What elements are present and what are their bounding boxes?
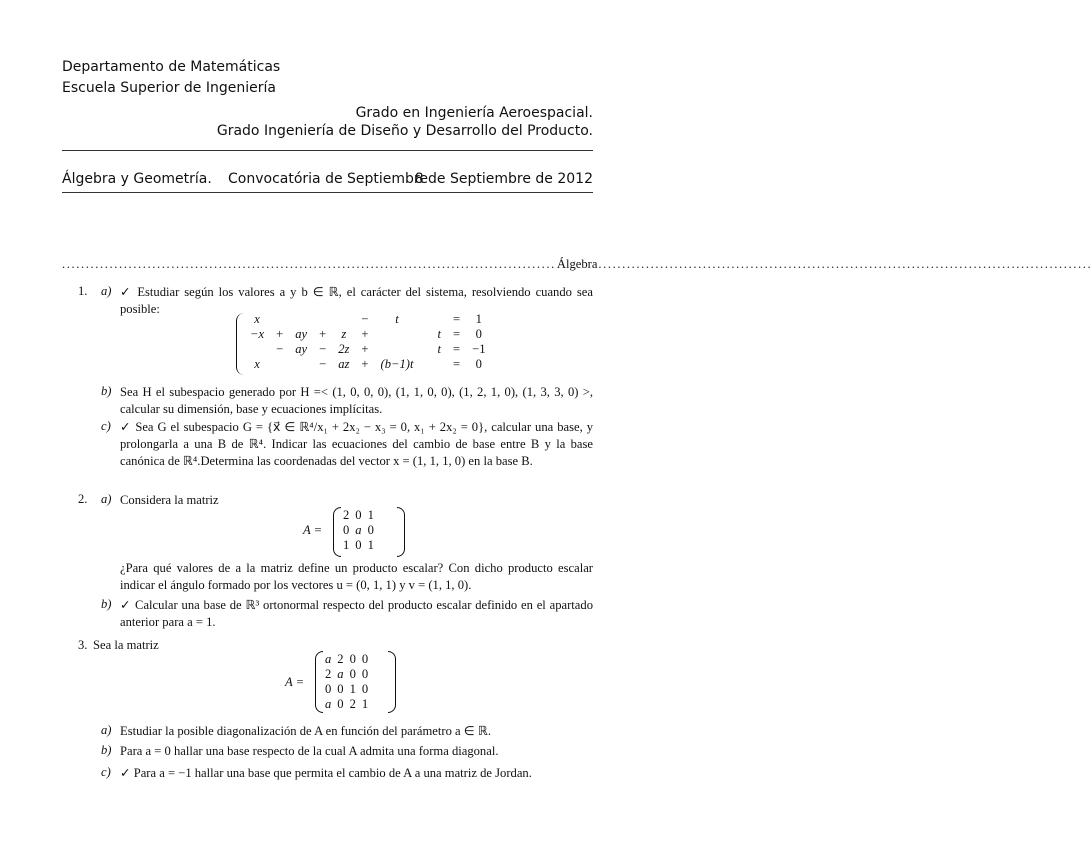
problem-text: Considera la matriz xyxy=(120,493,219,507)
right-paren xyxy=(397,507,405,557)
problem-number: 3. xyxy=(78,638,88,652)
matrix-row xyxy=(322,652,371,667)
matrix-cell: 1 xyxy=(349,682,356,696)
matrix-cell: 0 xyxy=(361,652,369,666)
matrix-row xyxy=(244,312,492,327)
matrix-cell xyxy=(432,357,448,372)
course-title: Álgebra y Geometría. xyxy=(62,171,212,187)
part-label: a) xyxy=(101,723,112,737)
matrix-cell: t xyxy=(437,342,441,356)
matrix-row xyxy=(244,342,492,357)
matrix-cell: t xyxy=(395,312,399,326)
matrix-row xyxy=(322,682,371,697)
matrix-cell xyxy=(289,357,313,372)
matrix-row xyxy=(244,327,492,342)
part-label: c) xyxy=(101,419,111,433)
matrix-cell: a xyxy=(325,697,332,711)
matrix-cell xyxy=(420,357,432,372)
equation-system xyxy=(244,312,492,372)
matrix-cell: a xyxy=(355,523,362,537)
matrix-cell xyxy=(313,312,332,327)
matrix-cell: 1 xyxy=(361,697,369,711)
problem-intro: Sea la matriz xyxy=(93,638,159,652)
department-name: Departamento de Matemáticas xyxy=(62,59,281,75)
matrix-cell: 2 xyxy=(343,508,350,522)
matrix-cell: 1 xyxy=(475,312,482,326)
matrix-cell: 2 xyxy=(325,667,332,681)
matrix-cell: + xyxy=(361,342,369,356)
section-divider: ........................................................................................................ Álgebra ........................................................................................................ xyxy=(62,257,1092,271)
matrix-cell: z xyxy=(341,327,347,341)
matrix-cell xyxy=(432,312,448,327)
matrix-cell: 0 xyxy=(355,508,362,522)
matrix-cell xyxy=(270,357,289,372)
header-rule-top xyxy=(62,150,593,151)
part-label: b) xyxy=(101,384,112,398)
matrix-cell: x xyxy=(254,357,260,371)
right-paren xyxy=(388,651,396,713)
matrix-cell: 0 xyxy=(475,327,482,341)
matrix-cell: a xyxy=(337,667,344,681)
matrix-row xyxy=(340,538,377,553)
matrix-cell: = xyxy=(453,312,461,326)
matrix-cell: 1 xyxy=(367,538,374,552)
matrix-cell: x xyxy=(254,312,260,326)
matrix-row xyxy=(322,667,371,682)
matrix-cell: ay xyxy=(295,327,308,341)
section-title: Álgebra xyxy=(556,257,598,271)
matrix-cell: 0 xyxy=(361,667,369,681)
matrix-cell: 0 xyxy=(337,682,344,696)
matrix-cell xyxy=(420,342,432,357)
matrix-row xyxy=(244,357,492,372)
matrix-cell: + xyxy=(361,357,369,371)
matrix-cell: 1 xyxy=(367,508,374,522)
matrix-cell: − xyxy=(276,342,284,356)
degree-line-1: Grado en Ingeniería Aeroespacial. xyxy=(355,105,593,121)
matrix-cell: 1 xyxy=(343,538,350,552)
part-label: c) xyxy=(101,765,111,779)
matrix-cell: 0 xyxy=(349,667,356,681)
matrix-cell: 0 xyxy=(355,538,362,552)
matrix-row xyxy=(340,508,377,523)
matrix-cell xyxy=(375,342,420,357)
problem-text: ✓ Para a = −1 hallar una base que permita el cambio de A a una matriz de Jordan. xyxy=(120,766,532,780)
matrix-cell: az xyxy=(338,357,350,371)
matrix-cell: 0 xyxy=(343,523,350,537)
matrix-cell: 2 xyxy=(337,652,344,666)
matrix-cell: 0 xyxy=(367,523,374,537)
school-name: Escuela Superior de Ingeniería xyxy=(62,80,276,96)
matrix-cell xyxy=(244,342,270,357)
matrix-cell: 2 xyxy=(349,697,356,711)
matrix-cell xyxy=(270,312,289,327)
matrix-cell: 0 xyxy=(325,682,332,696)
matrix-cell: 0 xyxy=(337,697,344,711)
matrix-cell: ay xyxy=(295,342,308,356)
matrix-cell: 2z xyxy=(338,342,350,356)
problem-text: ✓ Estudiar según los valores a y b ∈ ℝ, el carácter del sistema, resolviendo cuando sea posible: xyxy=(120,285,593,316)
degree-line-2: Grado Ingeniería de Diseño y Desarrollo del Producto. xyxy=(216,123,593,139)
matrix-cell xyxy=(289,312,313,327)
problem-text: Estudiar la posible diagonalización de A en función del parámetro a ∈ ℝ. xyxy=(120,724,492,738)
matrix-cell: − xyxy=(319,357,327,371)
matrix-cell: a xyxy=(325,652,332,666)
matrix-cell: − xyxy=(361,312,369,326)
problem-number: 2. xyxy=(78,492,88,506)
matrix-2 xyxy=(340,508,377,553)
matrix-label: A = xyxy=(303,523,323,537)
part-label: a) xyxy=(101,492,112,506)
matrix-cell xyxy=(420,327,432,342)
matrix-cell xyxy=(420,312,432,327)
matrix-3 xyxy=(322,652,371,712)
part-label: b) xyxy=(101,597,112,611)
problem-text: Para a = 0 hallar una base respecto de la cual A admita una forma diagonal. xyxy=(120,744,499,758)
matrix-cell: 0 xyxy=(349,652,356,666)
problem-text: ✓ Sea G el subespacio G = {x⃗ ∈ ℝ⁴/x₁ + 2x₂ − x₃ = 0, x₁ + 2x₂ = 0}, calcular una base, y prolongarla a una B de ℝ⁴. Indicar las ecuaciones del cambio de base entre B y la base canónica de ℝ⁴.Determina las coordenadas del vector x = (1, 1, 1, 0) en la base B. xyxy=(120,420,593,468)
problem-text: Sea H el subespacio generado por H =< (1, 0, 0, 0), (1, 1, 0, 0), (1, 2, 1, 0), (1, 3, 3, 0) >, calcular su dimensión, base y ecuaciones implícitas. xyxy=(120,385,593,416)
matrix-cell: = xyxy=(453,342,461,356)
matrix-cell: = xyxy=(453,357,461,371)
matrix-cell: 0 xyxy=(361,682,369,696)
matrix-row xyxy=(340,523,377,538)
exam-call: Convocatória de Septiembre xyxy=(228,171,428,187)
matrix-label: A = xyxy=(285,675,305,689)
problem-text: ¿Para qué valores de a la matriz define un producto escalar? Con dicho producto escalar indicar el ángulo formado por los vectores u = (0, 1, 1) y v = (1, 1, 0). xyxy=(120,561,593,592)
matrix-cell: (b−1)t xyxy=(380,357,414,371)
exam-date: 8 de Septiembre de 2012 xyxy=(414,171,593,187)
matrix-cell: −1 xyxy=(472,342,486,356)
matrix-cell: − xyxy=(319,342,327,356)
problem-text: ✓ Calcular una base de ℝ³ ortonormal respecto del producto escalar definido en el apartado anterior para a = 1. xyxy=(120,598,593,629)
matrix-cell: −x xyxy=(250,327,265,341)
part-label: b) xyxy=(101,743,112,757)
matrix-cell: + xyxy=(319,327,327,341)
matrix-cell: 0 xyxy=(475,357,482,371)
matrix-cell: = xyxy=(453,327,461,341)
matrix-cell xyxy=(332,312,355,327)
header-rule-bottom xyxy=(62,192,593,193)
matrix-cell: + xyxy=(361,327,369,341)
matrix-row xyxy=(322,697,371,712)
part-label: a) xyxy=(101,284,112,298)
matrix-cell xyxy=(375,327,420,342)
problem-number: 1. xyxy=(78,284,88,298)
matrix-cell: + xyxy=(276,327,284,341)
matrix-cell: t xyxy=(437,327,441,341)
